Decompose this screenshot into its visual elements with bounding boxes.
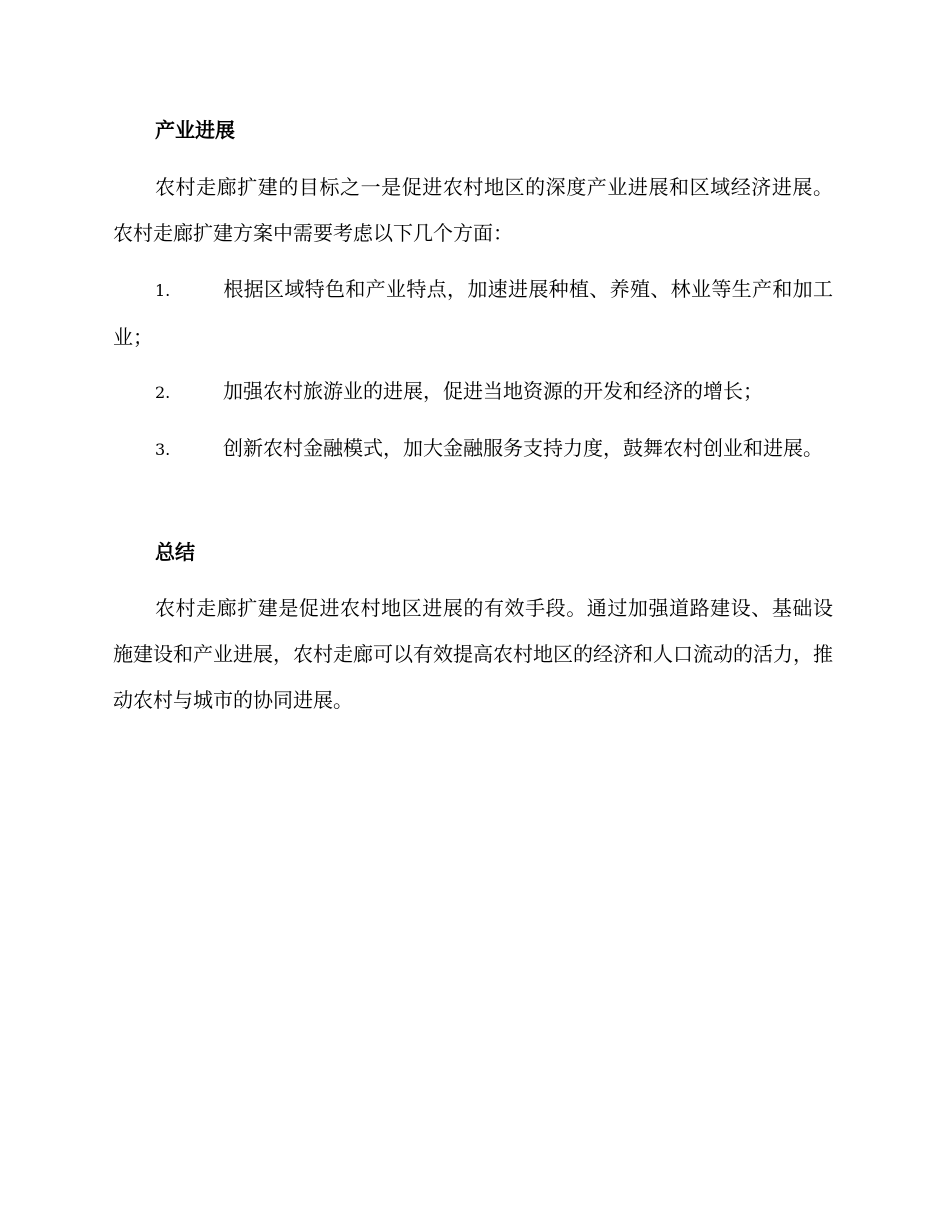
- list-item-number: 1.: [155, 281, 171, 300]
- list-item-number: 2.: [155, 383, 171, 402]
- list-item: [113, 266, 833, 360]
- industry-intro-paragraph: 农村走廊扩建的目标之一是促进农村地区的深度产业进展和区域经济进展。农村走廊扩建方案中需要考虑以下几个方面：: [113, 175, 833, 245]
- list-item-text: 根据区域特色和产业特点，加速进展种植、养殖、林业等生产和加工业；: [113, 277, 833, 349]
- list-item-number: 3.: [155, 440, 171, 459]
- section-heading-summary: 总结: [155, 540, 195, 564]
- section-heading-industry: 产业进展: [155, 118, 235, 142]
- list-item: [113, 368, 833, 416]
- list-item-text: 加强农村旅游业的进展，促进当地资源的开发和经济的增长；: [223, 379, 763, 403]
- summary-paragraph: 农村走廊扩建是促进农村地区进展的有效手段。通过加强道路建设、基础设施建设和产业进展，农村走廊可以有效提高农村地区的经济和人口流动的活力，推动农村与城市的协同进展。: [113, 596, 833, 712]
- list-item: [113, 425, 833, 473]
- list-item-text: 创新农村金融模式，加大金融服务支持力度，鼓舞农村创业和进展。: [223, 436, 823, 460]
